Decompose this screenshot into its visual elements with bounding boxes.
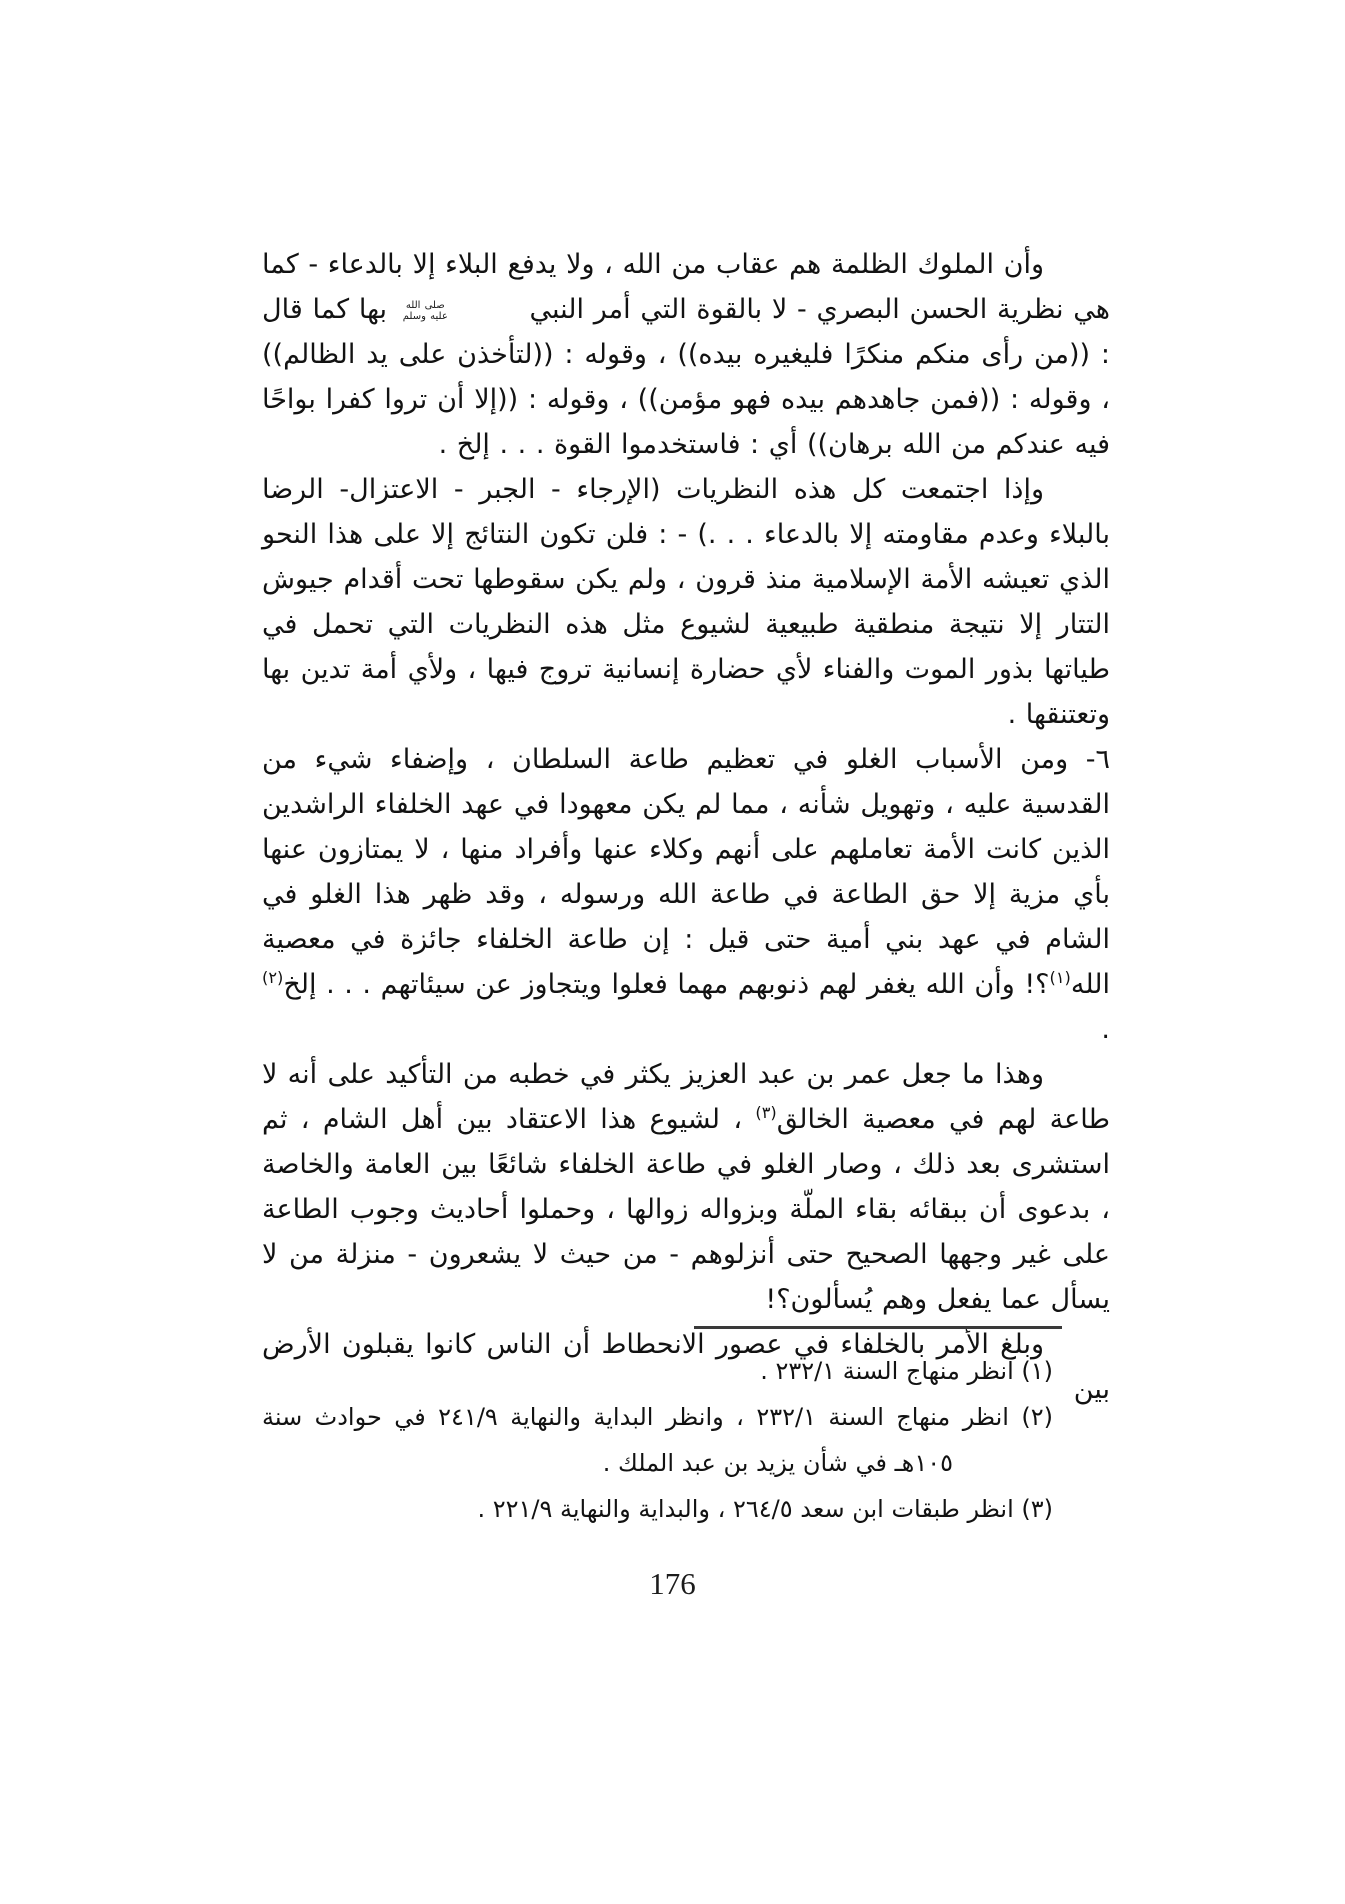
pbuh-honorific-symbol [403, 300, 514, 322]
main-text [262, 242, 1110, 1412]
paragraph: وبلغ الأمر بالخلفاء في عصور الانحطاط أن الناس كانوا يقبلون الأرض بين [262, 1329, 1110, 1405]
footnote-reference: (٣) [755, 1103, 777, 1122]
footnote-reference: (٢) [262, 968, 284, 987]
honorific-line: عليه وسلم [402, 310, 448, 322]
paragraph: وهذا ما جعل عمر بن عبد العزيز يكثر في خطبه من التأكيد على أنه لا طاعة لهم في معصية الخالق$^{(٣)}$ ، لشيوع هذا الاعتقاد بين أهل الشام ، ثم استشرى بعد ذلك ، وصار الغلو في طاعة الخلفاء شائعًا بين العامة والخاصة ، بدعوى أن ببقائه بقاء الملّة وبزواله زوالها ، وحملوا أحاديث وجوب الطاعة على غير وجهها الصحيح حتى أنزلوهم - من حيث لا يشعرون - منزلة من لا يسأل عما يفعل وهم يُسألون؟! [262, 1059, 1110, 1315]
page-number: 176 [649, 1566, 696, 1601]
footnote-item: (١) انظر منهاج السنة ٢٣٢/١ . [760, 1357, 1053, 1385]
honorific-line: صلى الله [405, 299, 445, 311]
paragraph: وإذا اجتمعت كل هذه النظريات (الإرجاء - الجبر - الاعتزال- الرضا بالبلاء وعدم مقاومته إلا بالدعاء . . .) - : فلن تكون النتائج إلا على هذا النحو الذي تعيشه الأمة الإسلامية منذ قرون ، ولم يكن سقوطها تحت أقدام جيوش التتار إلا نتيجة منطقية طبيعية لشيوع مثل هذه النظريات التي تحمل في طياتها بذور الموت والفناء لأي حضارة إنسانية تروج فيها ، ولأي أمة تدين بها وتعتنقها . [262, 474, 1110, 730]
paragraph: وأن الملوك الظلمة هم عقاب من الله ، ولا يدفع البلاء إلا بالدعاء - كما هي نظرية الحسن البصري - لا بالقوة التي أمر النبي صلى الله عليه وسلم بها كما قال : ((من رأى منكم منكرًا فليغيره بيده)) ، وقوله : ((لتأخذن على يد الظالم)) ، وقوله : ((فمن جاهدهم بيده فهو مؤمن)) ، وقوله : ((إلا أن تروا كفرا بواحًا فيه عندكم من الله برهان)) أي : فاستخدموا القوة . . . إلخ . [262, 249, 1110, 460]
footnotes-section [262, 1348, 1053, 1532]
footnote-item: (٢) انظر منهاج السنة ٢٣٢/١ ، وانظر البداية والنهاية ٢٤١/٩ في حوادث سنة ١٠٥هـ في شأن يزيد بن عبد الملك . [262, 1403, 1054, 1477]
footnote-separator-rule [694, 1326, 1062, 1329]
paragraph: ٦- ومن الأسباب الغلو في تعظيم طاعة السلطان ، وإضفاء شيء من القدسية عليه ، وتهويل شأنه ، مما لم يكن معهودا في عهد الخلفاء الراشدين الذين كانت الأمة تعاملهم على أنهم وكلاء عنها وأفراد منها ، لا يمتازون عنها بأي مزية إلا حق الطاعة في طاعة الله ورسوله ، وقد ظهر هذا الغلو في الشام في عهد بني أمية حتى قيل : إن طاعة الخلفاء جائزة في معصية الله$^{(١)}$؟! وأن الله يغفر لهم ذنوبهم مهما فعلوا ويتجاوز عن سيئاتهم . . . إلخ$^{(٢)}$ . [262, 744, 1110, 1045]
footnote-item: (٣) انظر طبقات ابن سعد ٢٦٤/٥ ، والبداية والنهاية ٢٢١/٩ . [477, 1495, 1053, 1523]
footnote-reference: (١) [1049, 968, 1071, 987]
